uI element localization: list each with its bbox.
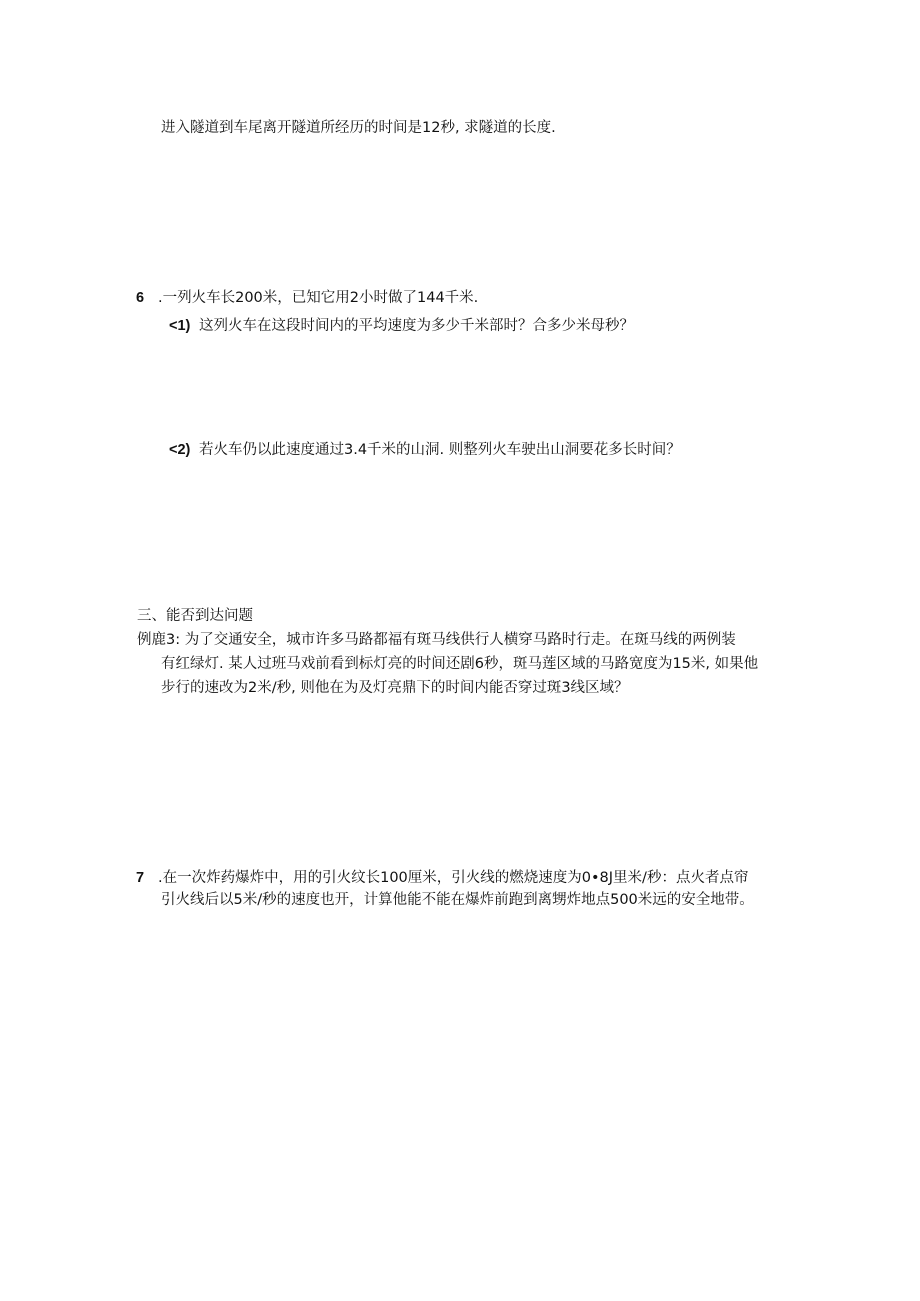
question-7 <box>136 868 748 888</box>
example-line-2: 有红绿灯. 某人过班马戏前看到标灯亮的时间还剧6秒，斑马莲区域的马路宽度为15米, 如果他 <box>161 656 759 672</box>
question-text: .在一次炸药爆炸中，用的引火纹长100厘米，引火线的燃烧速度为0•8J里米/秒：点火者点帘 <box>158 870 749 886</box>
sub-question-label: <2) <box>169 442 191 458</box>
question-6 <box>136 288 478 308</box>
question-number: 7 <box>136 870 145 886</box>
question-7-line-2: 引火线后以5米/秒的速度也开，计算他能不能在爆炸前跑到离甥炸地点500米远的安全地带。 <box>161 892 754 908</box>
example-line-1: 例鹿3: 为了交通安全，城市许多马路都福有斑马线供行人横穿马路时行走。在斑马线的两例装 <box>137 632 736 648</box>
example-line-3: 步行的速改为2米/秒, 则他在为及灯亮鼎下的时间内能否穿过斑3线区域？ <box>161 680 629 696</box>
question-text: .一列火车长200米，已知它用2小时做了144千米. <box>158 290 479 306</box>
section-title: 三、能否到达问题 <box>137 608 253 624</box>
question-6-sub-2 <box>169 440 681 460</box>
question-number: 6 <box>136 290 145 306</box>
intro-line: 进入隧道到车尾离开隧道所经历的时间是12秒, 求隧道的长度. <box>161 120 556 136</box>
sub-question-text: 若火车仍以此速度通过3.4千米的山洞. 则整列火车驶出山洞要花多长时间？ <box>199 442 681 458</box>
sub-question-text: 这列火车在这段时间内的平均速度为多少千米部时？合多少米母秒？ <box>199 318 634 334</box>
sub-question-label: <1) <box>169 318 191 334</box>
question-6-sub-1 <box>169 316 634 336</box>
